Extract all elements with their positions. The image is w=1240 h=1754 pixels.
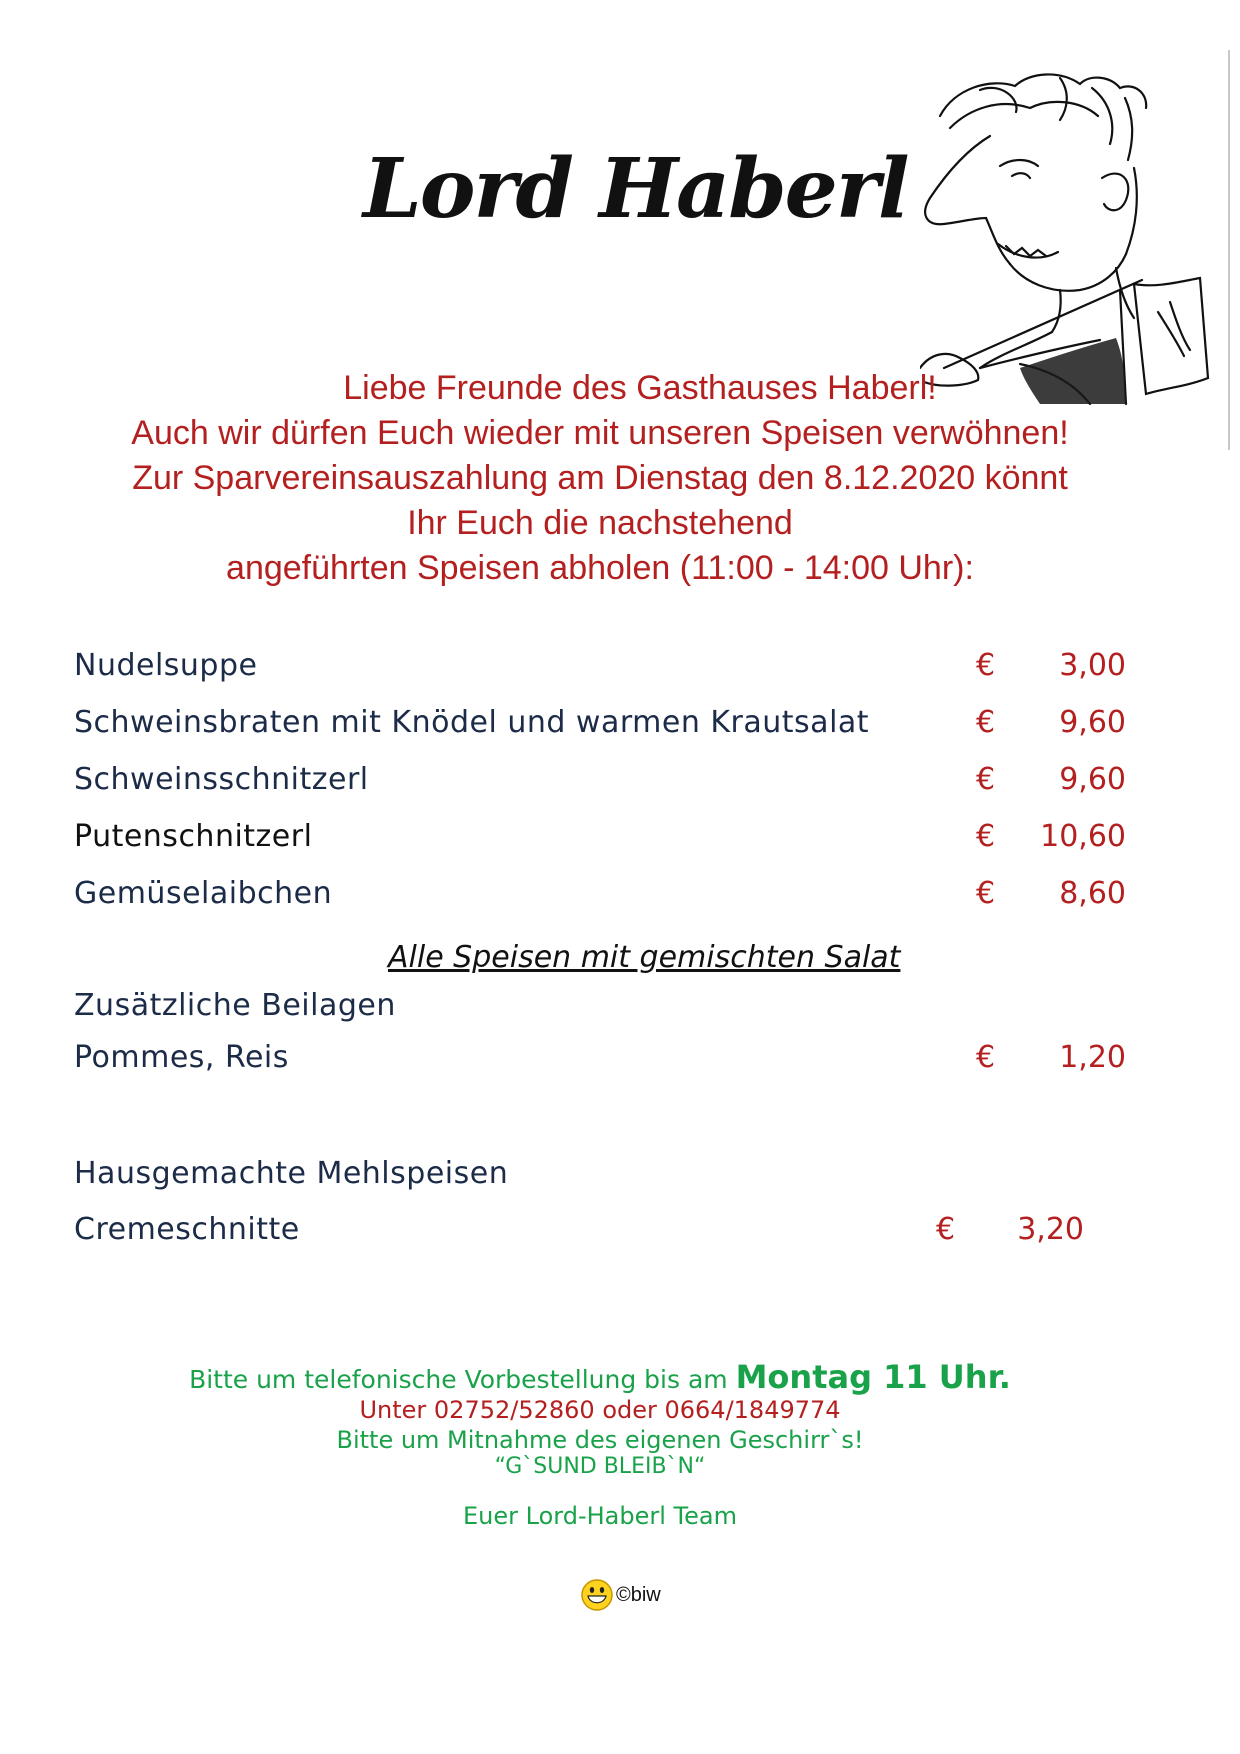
preorder-text: Bitte um telefonische Vorbestellung bis am — [189, 1365, 728, 1394]
credit-text: ©biw — [616, 1583, 661, 1606]
euro-sign: € — [936, 1212, 956, 1247]
intro-line: Zur Sparvereinsauszahlung am Dienstag den 8.12.2020 könnt — [132, 459, 1068, 497]
menu-item-price: 9,60 — [1059, 705, 1126, 740]
salad-note: Alle Speisen mit gemischten Salat — [388, 940, 901, 975]
page-edge-line — [1228, 50, 1230, 450]
logo-title: Lord Haberl — [363, 141, 908, 237]
euro-sign: € — [976, 876, 996, 911]
menu-item-name: Schweinsschnitzerl — [74, 762, 369, 797]
motto: “G`SUND BLEIB`N“ — [494, 1454, 706, 1479]
intro-line: angeführten Speisen abholen (11:00 - 14:00 Uhr): — [226, 549, 974, 587]
euro-sign: € — [976, 1040, 996, 1075]
menu-item-name: Gemüselaibchen — [74, 876, 333, 911]
euro-sign: € — [976, 762, 996, 797]
preorder-line — [0, 1358, 1200, 1396]
bring-dishes-note: Bitte um Mitnahme des eigenen Geschirr`s! — [336, 1426, 864, 1454]
menu-item-price: 8,60 — [1059, 876, 1126, 911]
sides-item-name: Pommes, Reis — [74, 1040, 289, 1075]
euro-sign: € — [976, 648, 996, 683]
sides-item-price: 1,20 — [1059, 1040, 1126, 1075]
menu-item-price: 10,60 — [1040, 819, 1126, 854]
intro-line: Liebe Freunde des Gasthauses Haberl! — [343, 369, 937, 407]
dessert-item-price: 3,20 — [1017, 1212, 1084, 1247]
menu-item-name: Schweinsbraten mit Knödel und warmen Krautsalat — [74, 705, 870, 740]
euro-sign: € — [976, 819, 996, 854]
preorder-deadline: Montag 11 Uhr. — [735, 1358, 1011, 1396]
sides-heading: Zusätzliche Beilagen — [74, 988, 396, 1023]
euro-sign: € — [976, 705, 996, 740]
smiley-icon — [580, 1578, 614, 1612]
credit — [580, 1578, 661, 1612]
caricature-illustration — [920, 68, 1220, 408]
menu-item-name: Putenschnitzerl — [74, 819, 313, 854]
dessert-item-name: Cremeschnitte — [74, 1212, 300, 1247]
menu-item-price: 9,60 — [1059, 762, 1126, 797]
desserts-heading: Hausgemachte Mehlspeisen — [74, 1156, 509, 1191]
intro-line: Auch wir dürfen Euch wieder mit unseren Speisen verwöhnen! — [131, 414, 1069, 452]
intro-line: Ihr Euch die nachstehend — [407, 504, 793, 542]
menu-item-name: Nudelsuppe — [74, 648, 258, 683]
menu-item-price: 3,00 — [1059, 648, 1126, 683]
phone-numbers: Unter 02752/52860 oder 0664/1849774 — [359, 1396, 841, 1424]
intro-message — [40, 366, 1160, 591]
team-signature: Euer Lord-Haberl Team — [463, 1502, 737, 1530]
